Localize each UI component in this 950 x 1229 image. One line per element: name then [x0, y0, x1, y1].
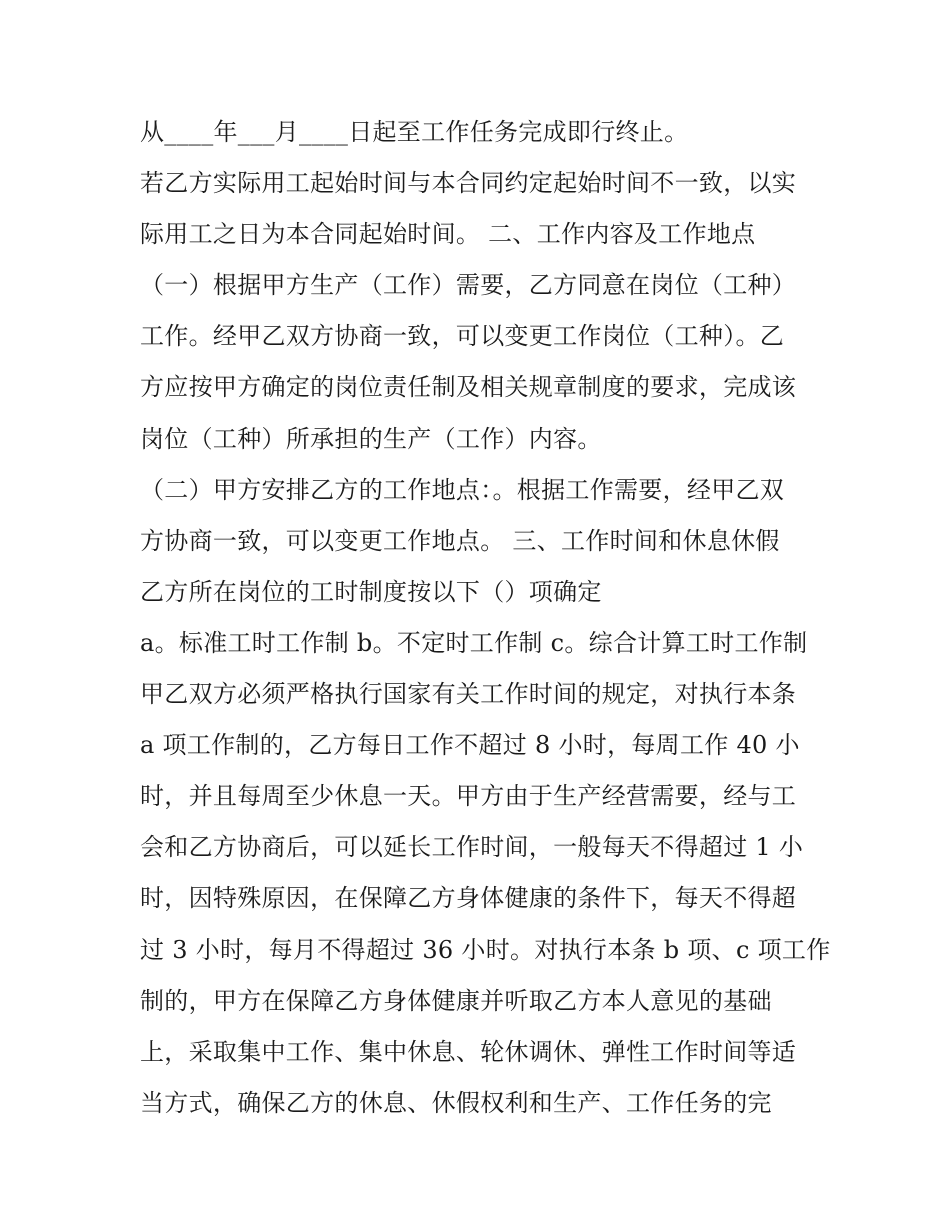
text-line: 从____年___月____日起至工作任务完成即行终止。: [140, 118, 689, 146]
text-line: 甲乙双方必须严格执行国家有关工作时间的规定，对执行本条: [140, 680, 797, 709]
text-line: a 项工作制的，乙方每日工作不超过 8 小时，每周工作 40 小: [140, 731, 800, 760]
text-line: 时，因特殊原因，在保障乙方身体健康的条件下，每天不得超: [140, 884, 797, 913]
text-line: 乙方所在岗位的工时制度按以下（）项确定: [140, 577, 602, 606]
text-line: 上，采取集中工作、集中休息、轮休调休、弹性工作时间等适: [140, 1037, 797, 1066]
document-body: [140, 107, 831, 1129]
text-line: 时，并且每周至少休息一天。甲方由于生产经营需要，经与工: [140, 782, 797, 811]
text-line: a。标准工时工作制 b。不定时工作制 c。综合计算工时工作制: [140, 628, 808, 657]
text-line: 制的，甲方在保障乙方身体健康并听取乙方本人意见的基础: [140, 986, 772, 1015]
text-line: 岗位（工种）所承担的生产（工作）内容。: [140, 424, 602, 453]
text-line: 际用工之日为本合同起始时间。 二、工作内容及工作地点: [140, 220, 756, 249]
text-line: 当方式，确保乙方的休息、休假权利和生产、工作任务的完: [140, 1088, 772, 1117]
text-line: 若乙方实际用工起始时间与本合同约定起始时间不一致，以实: [140, 169, 797, 198]
text-line: 方协商一致，可以变更工作地点。 三、工作时间和休息休假: [140, 526, 780, 555]
text-line: 过 3 小时，每月不得超过 36 小时。对执行本条 b 项、c 项工作: [140, 935, 831, 964]
text-line: 方应按甲方确定的岗位责任制及相关规章制度的要求，完成该: [140, 373, 797, 402]
text-line: （二）甲方安排乙方的工作地点：。根据工作需要，经甲乙双: [140, 475, 785, 504]
text-line: 会和乙方协商后，可以延长工作时间，一般每天不得超过 1 小: [140, 833, 804, 862]
text-line: （一）根据甲方生产（工作）需要，乙方同意在岗位（工种）: [140, 271, 797, 300]
text-line: 工作。经甲乙双方协商一致，可以变更工作岗位（工种）。乙: [140, 322, 785, 351]
